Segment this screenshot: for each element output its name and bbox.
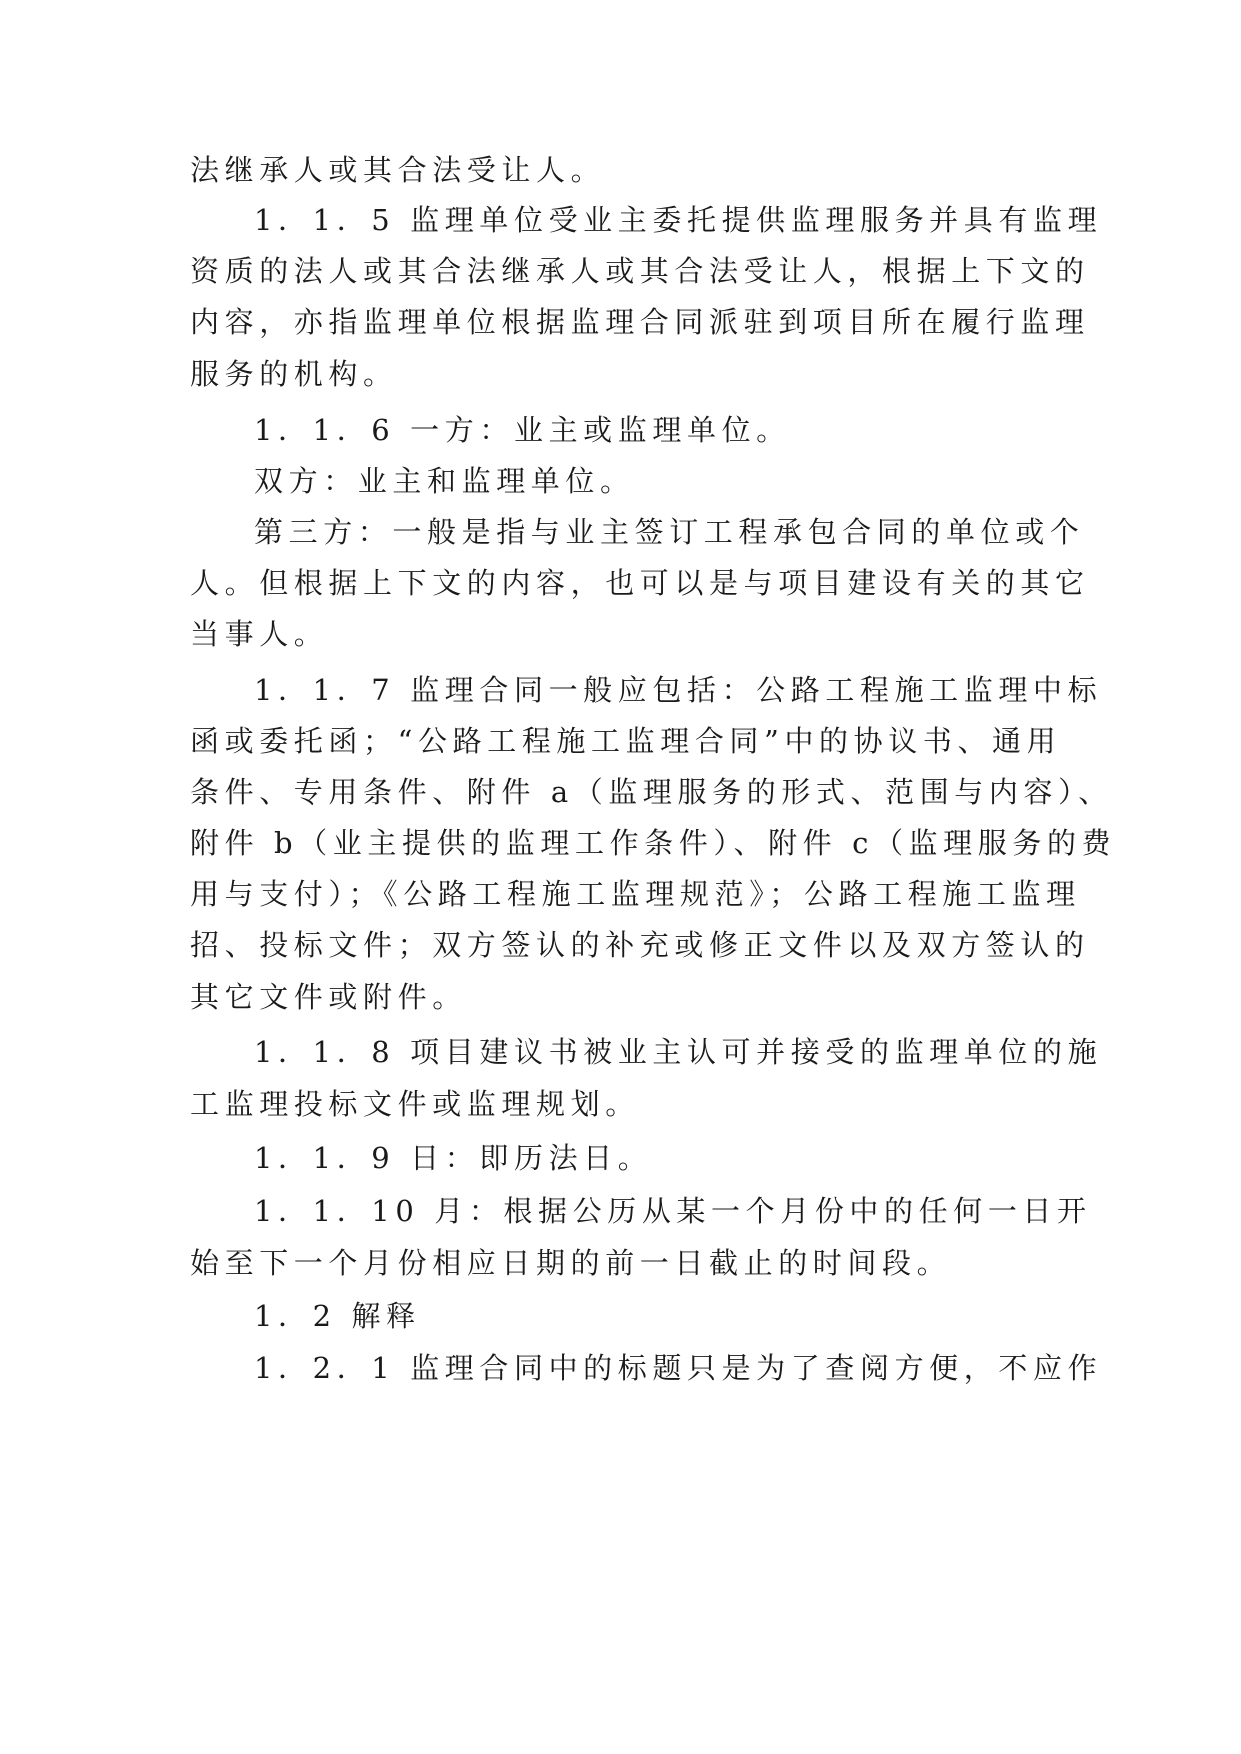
text-line: 函或委托函；“公路工程施工监理合同”中的协议书、通用 (190, 724, 1062, 758)
clause-1-1-9: 1．1．9 日：即历法日。 (254, 1141, 653, 1175)
text-line: 用与支付）；《公路工程施工监理规范》；公路工程施工监理 (190, 877, 1081, 911)
text-line: 服务的机构。 (190, 357, 398, 391)
clause-1-1-5: 1．1．5 监理单位受业主委托提供监理服务并具有监理 (254, 203, 1103, 237)
text-line: 内容，亦指监理单位根据监理合同派驻到项目所在履行监理 (190, 305, 1090, 339)
text-line: 当事人。 (190, 617, 329, 651)
text-line: 法继承人或其合法受让人。 (190, 153, 606, 187)
text-line: 附件 b（业主提供的监理工作条件）、附件 c（监理服务的费 (190, 826, 1117, 860)
text-line: 始至下一个月份相应日期的前一日截止的时间段。 (190, 1246, 952, 1280)
text-line: 资质的法人或其合法继承人或其合法受让人，根据上下文的 (190, 254, 1090, 288)
text-line: 工监理投标文件或监理规划。 (190, 1087, 640, 1121)
text-line: 其它文件或附件。 (190, 980, 467, 1014)
section-heading-1-2: 1．2 解释 (254, 1299, 421, 1333)
text-line: 人。但根据上下文的内容，也可以是与项目建设有关的其它 (190, 566, 1090, 600)
text-line: 招、投标文件；双方签认的补充或修正文件以及双方签认的 (190, 928, 1090, 962)
clause-1-1-6: 1．1．6 一方：业主或监理单位。 (254, 413, 791, 447)
text-line: 条件、专用条件、附件 a（监理服务的形式、范围与内容）、 (190, 775, 1113, 809)
text-line: 第三方：一般是指与业主签订工程承包合同的单位或个 (254, 515, 1085, 549)
clause-1-1-10: 1．1．10 月：根据公历从某一个月份中的任何一日开 (254, 1194, 1092, 1228)
text-line: 双方：业主和监理单位。 (254, 464, 635, 498)
clause-1-1-8: 1．1．8 项目建议书被业主认可并接受的监理单位的施 (254, 1035, 1103, 1069)
clause-1-2-1: 1．2．1 监理合同中的标题只是为了查阅方便，不应作 (254, 1351, 1103, 1385)
clause-1-1-7: 1．1．7 监理合同一般应包括：公路工程施工监理中标 (254, 673, 1103, 707)
